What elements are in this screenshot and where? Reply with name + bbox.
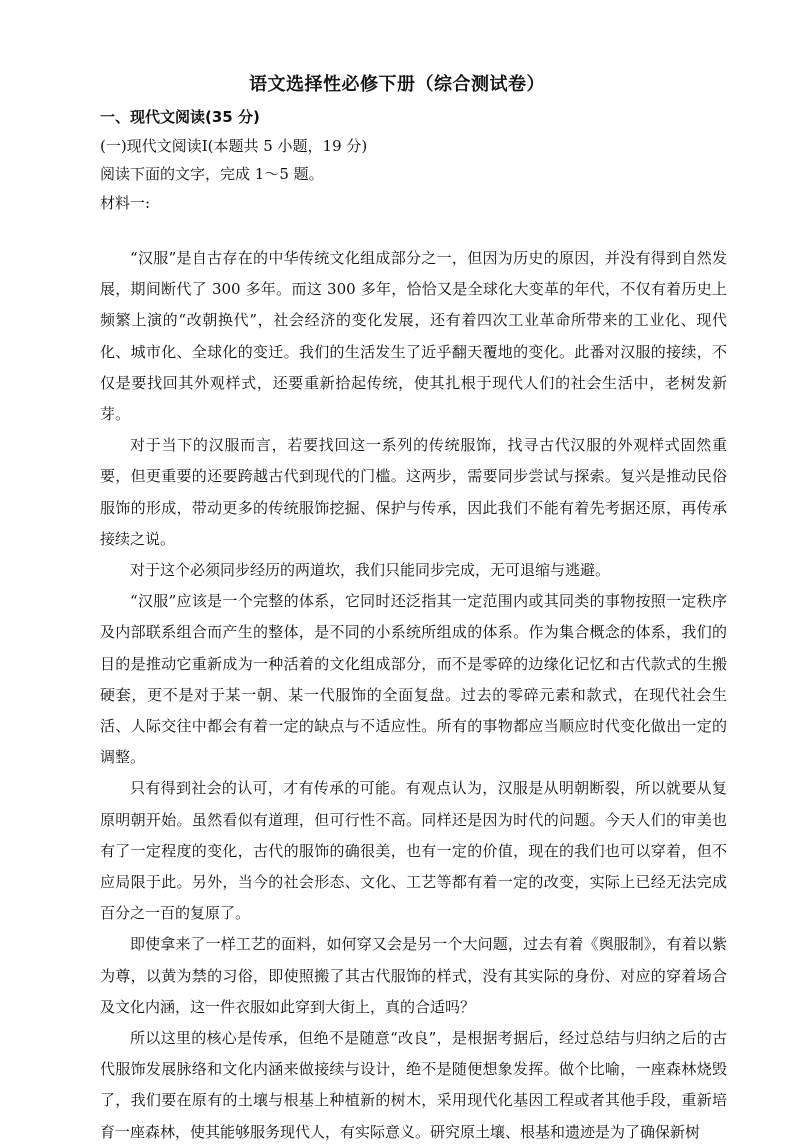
document-title: 语文选择性必修下册（综合测试卷）	[249, 74, 545, 95]
material-label: 材料一:	[100, 194, 151, 212]
paragraph: 所以这里的核心是传承，但绝不是随意“改良”，是根据考据后，经过总结与归纳之后的古代服饰发展脉络和文化内涵来做接续与设计，绝不是随便想象发挥。做个比喻，一座森林烧毁了，我们要在原有的土壤与根基上种植新的树木，采用现代化基因工程或者其他手段，重新培育一座森林，使其能够服务现代人，有实际意义。研究原土壤、根基和遗迹是为了确保新树	[100, 1029, 727, 1141]
sub-heading: (一)现代文阅读Ⅰ(本题共 5 小题，19 分)	[100, 137, 368, 155]
instruction-text: 阅读下面的文字，完成 1～5 题。	[100, 165, 324, 183]
paragraph: 只有得到社会的认可，才有传承的可能。有观点认为，汉服是从明朝断裂，所以就要从复原明朝开始。虽然看似有道理，但可行性不高。同样还是因为时代的问题。今天人们的审美也有了一定程度的变化，古代的服饰的确很美，也有一定的价值，现在的我们也可以穿着，但不应局限于此。另外，当今的社会形态、文化、工艺等都有着一定的改变，实际上已经无法完成百分之一百的复原了。	[100, 779, 727, 923]
paragraph: 即使拿来了一样工艺的面料，如何穿又会是另一个大问题，过去有着《舆服制》，有着以紫为尊，以黄为禁的习俗，即使照搬了其古代服饰的样式，没有其实际的身份、对应的穿着场合及文化内涵，这一件衣服如此穿到大街上，真的合适吗？	[100, 935, 727, 1016]
section-heading: 一、现代文阅读(35 分)	[100, 108, 260, 126]
paragraph: 对于这个必须同步经历的两道坎，我们只能同步完成，无可退缩与逃避。	[130, 561, 611, 580]
paragraph: “汉服”应该是一个完整的体系，它同时还泛指其一定范围内或其同类的事物按照一定秩序及内部联系组合而产生的整体，是不同的小系统所组成的体系。作为集合概念的体系，我们的目的是推动它重新成为一种活着的文化组成部分，而不是零碎的边缘化记忆和古代款式的生搬硬套，更不是对于某一朝、某一代服饰的全面复盘。过去的零碎元素和款式，在现代社会生活、人际交往中都会有着一定的缺点与不适应性。所有的事物都应当顺应时代变化做出一定的调整。	[100, 592, 727, 767]
paragraph: 对于当下的汉服而言，若要找回这一系列的传统服饰，找寻古代汉服的外观样式固然重要，但更重要的还要跨越古代到现代的门槛。这两步，需要同步尝试与探索。复兴是推动民俗服饰的形成，带动更多的传统服饰挖掘、保护与传承，因此我们不能有着先考据还原，再传承接续之说。	[100, 436, 727, 548]
passage-body	[100, 243, 727, 1148]
paragraph: “汉服”是自古存在的中华传统文化组成部分之一，但因为历史的原因，并没有得到自然发展，期间断代了 300 多年。而这 300 多年，恰恰又是全球化大变革的年代，不仅有着历史上频繁上演的“改朝换代”，社会经济的变化发展，还有着四次工业革命所带来的工业化、现代化、城市化、全球化的变迁。我们的生活发生了近乎翻天覆地的变化。此番对汉服的接续，不仅是要找回其外观样式，还要重新拾起传统，使其扎根于现代人们的社会生活中，老树发新芽。	[100, 249, 727, 424]
